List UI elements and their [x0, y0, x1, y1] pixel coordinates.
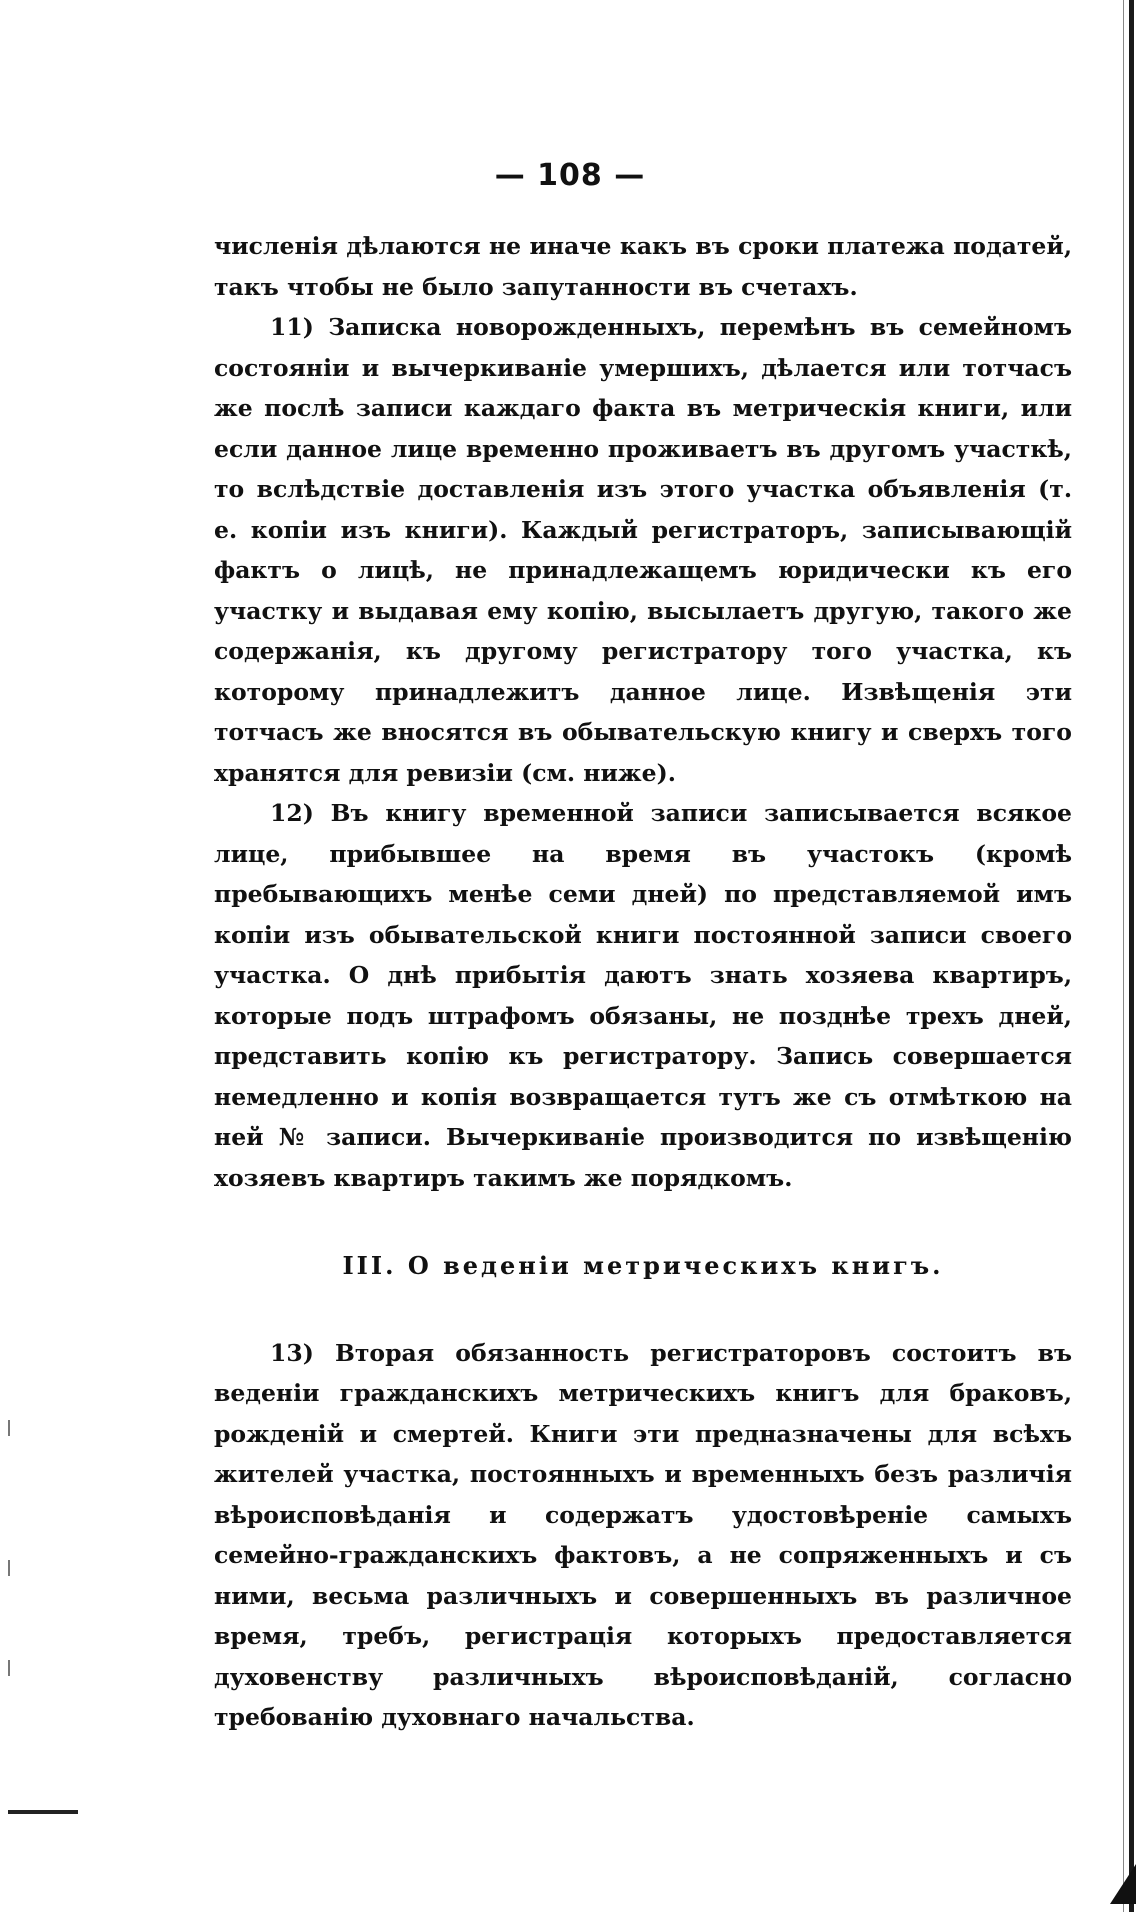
body-text	[214, 226, 1072, 1738]
section-heading: III. О веденіи метрическихъ книгъ.	[342, 1251, 944, 1280]
margin-tick	[8, 1660, 10, 1676]
margin-tick	[8, 1560, 10, 1576]
page-number: — 108 —	[494, 158, 646, 193]
paragraph-11: 11) Записка новорожденныхъ, перемѣнъ въ семейномъ состояніи и вычеркиваніе умершихъ, дѣлается или тотчасъ же послѣ записи каждаго факта въ метрическія книги, или если данное лице временно проживаетъ въ другомъ участкѣ, то вслѣдствіе доставленія изъ этого участка объявленія (т. е. копіи изъ книги). Каждый регистраторъ, записывающій фактъ о лицѣ, не принадлежащемъ юридически къ его участку и выдавая ему копію, высылаетъ другую, такого же содержанія, къ другому регистратору того участка, къ которому принадлежитъ данное лице. Извѣщенія эти тотчасъ же вносятся въ обывательскую книгу и сверхъ того хранятся для ревизіи (см. ниже).	[214, 313, 1072, 787]
paragraph-13: 13) Вторая обязанность регистраторовъ состоитъ въ веденіи гражданскихъ метрическихъ книгъ для браковъ, рожденій и смертей. Книги эти предназначены для всѣхъ жителей участка, постоянныхъ и временныхъ безъ различія вѣроисповѣданія и содержатъ удостовѣреніе самыхъ семейно-гражданскихъ фактовъ, а не сопряженныхъ и съ ними, весьма различныхъ и совершенныхъ въ различное время, требъ, регистрація которыхъ предоставляется духовенству различныхъ вѣроисповѣданій, согласно требованію духовнаго начальства.	[214, 1338, 1072, 1731]
page-edge-line	[1123, 0, 1124, 1912]
margin-tick	[8, 1420, 10, 1436]
paragraph: численія дѣлаются не иначе какъ въ сроки платежа податей, такъ чтобы не было запутанности въ счетахъ.	[214, 232, 1072, 301]
margin-mark	[8, 1810, 78, 1814]
page-edge-shadow	[1129, 0, 1134, 1912]
paragraph-12: 12) Въ книгу временной записи записывается всякое лице, прибывшее на время въ участокъ (кромѣ пребывающихъ менѣе семи дней) по представляемой имъ копіи изъ обывательской книги постоянной записи своего участка. О днѣ прибытія даютъ знать хозяева квартиръ, которые подъ штрафомъ обязаны, не позднѣе трехъ дней, представить копію къ регистратору. Запись совершается немедленно и копія возвращается тутъ же съ отмѣткою на ней № записи. Вычеркиваніе производится по извѣщенію хозяевъ квартиръ такимъ же порядкомъ.	[214, 799, 1072, 1192]
